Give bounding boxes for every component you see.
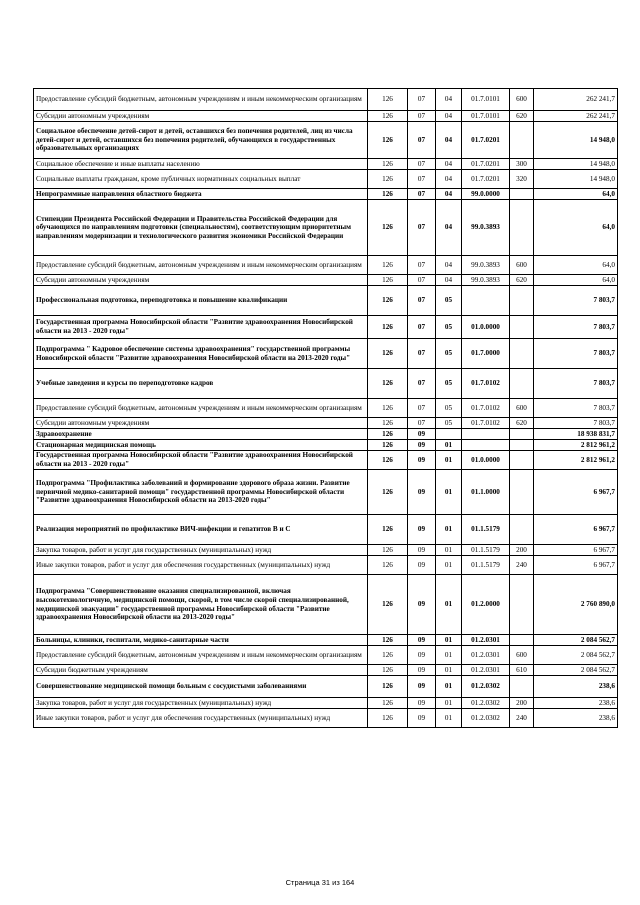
- table-row: [34, 159, 618, 170]
- row-vr: [510, 316, 534, 339]
- row-rz: 09: [408, 676, 436, 698]
- row-rz: 07: [408, 159, 436, 170]
- row-rz: 07: [408, 275, 436, 286]
- row-pr: 05: [436, 369, 462, 399]
- row-name: Государственная программа Новосибирской области "Развитие здравоохранения Новосибирской области на 2013 - 2020 годы": [34, 451, 368, 470]
- row-ved: 126: [368, 451, 408, 470]
- row-sum: 238,6: [534, 698, 618, 709]
- row-rz: 09: [408, 709, 436, 728]
- row-sum: 7 803,7: [534, 339, 618, 369]
- row-rz: 09: [408, 665, 436, 676]
- row-rz: 09: [408, 575, 436, 635]
- row-ved: 126: [368, 698, 408, 709]
- row-sum: 14 948,0: [534, 122, 618, 159]
- row-vr: 600: [510, 256, 534, 275]
- row-pr: 04: [436, 111, 462, 122]
- row-pr: 01: [436, 665, 462, 676]
- row-ved: 126: [368, 635, 408, 646]
- row-pr: 01: [436, 646, 462, 665]
- row-vr: 200: [510, 698, 534, 709]
- row-name: Предоставление субсидий бюджетным, автономным учреждениям и иным некоммерческим организациям: [34, 256, 368, 275]
- row-vr: 600: [510, 89, 534, 111]
- row-vr: [510, 451, 534, 470]
- row-rz: 07: [408, 399, 436, 418]
- row-pr: 04: [436, 256, 462, 275]
- row-vr: [510, 200, 534, 256]
- table-row: [34, 418, 618, 429]
- row-ved: 126: [368, 418, 408, 429]
- row-vr: 610: [510, 665, 534, 676]
- row-ved: 126: [368, 200, 408, 256]
- row-ved: 126: [368, 665, 408, 676]
- row-name: Больницы, клиники, госпитали, медико-санитарные части: [34, 635, 368, 646]
- row-ved: 126: [368, 399, 408, 418]
- row-pr: [436, 429, 462, 440]
- table-row: [34, 698, 618, 709]
- table-row: [34, 665, 618, 676]
- row-rz: 07: [408, 369, 436, 399]
- row-sum: 14 948,0: [534, 159, 618, 170]
- row-pr: 01: [436, 545, 462, 556]
- row-sum: 7 803,7: [534, 369, 618, 399]
- row-ved: 126: [368, 470, 408, 515]
- row-rz: 09: [408, 556, 436, 575]
- row-csr: 01.1.5179: [462, 556, 510, 575]
- row-name: Стационарная медицинская помощь: [34, 440, 368, 451]
- row-csr: 01.2.0301: [462, 646, 510, 665]
- row-csr: 01.7.0000: [462, 339, 510, 369]
- row-sum: 6 967,7: [534, 556, 618, 575]
- row-pr: 04: [436, 189, 462, 200]
- row-vr: 620: [510, 418, 534, 429]
- row-rz: 07: [408, 170, 436, 189]
- row-rz: 07: [408, 316, 436, 339]
- table-row: [34, 646, 618, 665]
- row-csr: [462, 286, 510, 316]
- table-row: [34, 316, 618, 339]
- row-csr: 99.0.0000: [462, 189, 510, 200]
- table-row: [34, 275, 618, 286]
- row-name: Непрограммные направления областного бюджета: [34, 189, 368, 200]
- row-ved: 126: [368, 369, 408, 399]
- row-csr: 01.1.5179: [462, 545, 510, 556]
- row-ved: 126: [368, 556, 408, 575]
- row-sum: 6 967,7: [534, 470, 618, 515]
- row-csr: 01.2.0302: [462, 709, 510, 728]
- table-row: [34, 515, 618, 545]
- row-csr: 01.2.0302: [462, 698, 510, 709]
- table-row: [34, 709, 618, 728]
- table-row: [34, 170, 618, 189]
- row-name: Стипендии Президента Российской Федерации и Правительства Российской Федерации для обучающихся по направлениям подготовки (специальностям), соответствующим приоритетным направлениям модернизации и технологического развития экономики Российской Федерации: [34, 200, 368, 256]
- row-csr: 01.7.0201: [462, 159, 510, 170]
- row-ved: 126: [368, 676, 408, 698]
- row-rz: 07: [408, 89, 436, 111]
- row-pr: 01: [436, 515, 462, 545]
- row-name: Подпрограмма "Совершенствование оказания специализированной, включая высокотехнологичную, медицинской помощи, скорой, в том числе скорой специализированной, медицинской эвакуации" государственной программы Новосибирской области "Развитие здравоохранения Новосибирской области на 2013-2020 годы": [34, 575, 368, 635]
- row-rz: 07: [408, 418, 436, 429]
- row-vr: 300: [510, 159, 534, 170]
- row-sum: 238,6: [534, 676, 618, 698]
- row-sum: 7 803,7: [534, 418, 618, 429]
- row-name: Социальное обеспечение и иные выплаты населению: [34, 159, 368, 170]
- table-row: [34, 556, 618, 575]
- row-ved: 126: [368, 89, 408, 111]
- table-row: [34, 575, 618, 635]
- row-ved: 126: [368, 111, 408, 122]
- row-pr: 05: [436, 418, 462, 429]
- row-sum: 64,0: [534, 200, 618, 256]
- row-csr: 01.1.5179: [462, 515, 510, 545]
- row-sum: 238,6: [534, 709, 618, 728]
- row-name: Субсидии автономным учреждениям: [34, 418, 368, 429]
- row-pr: 01: [436, 470, 462, 515]
- row-ved: 126: [368, 709, 408, 728]
- row-rz: 09: [408, 440, 436, 451]
- row-ved: 126: [368, 316, 408, 339]
- row-pr: 01: [436, 440, 462, 451]
- row-csr: 01.7.0201: [462, 170, 510, 189]
- row-sum: 7 803,7: [534, 399, 618, 418]
- row-name: Совершенствование медицинской помощи больным с сосудистыми заболеваниями: [34, 676, 368, 698]
- row-name: Закупка товаров, работ и услуг для государственных (муниципальных) нужд: [34, 545, 368, 556]
- row-ved: 126: [368, 286, 408, 316]
- row-csr: 01.7.0101: [462, 89, 510, 111]
- row-name: Здравоохранение: [34, 429, 368, 440]
- row-pr: 04: [436, 170, 462, 189]
- row-rz: 09: [408, 515, 436, 545]
- table-row: [34, 635, 618, 646]
- table-row: [34, 451, 618, 470]
- row-rz: 09: [408, 698, 436, 709]
- row-csr: 01.0.0000: [462, 451, 510, 470]
- row-name: Предоставление субсидий бюджетным, автономным учреждениям и иным некоммерческим организациям: [34, 399, 368, 418]
- row-vr: 320: [510, 170, 534, 189]
- row-csr: 01.7.0102: [462, 399, 510, 418]
- row-name: Иные закупки товаров, работ и услуг для обеспечения государственных (муниципальных) нужд: [34, 556, 368, 575]
- row-vr: 200: [510, 545, 534, 556]
- row-csr: [462, 429, 510, 440]
- table-row: [34, 339, 618, 369]
- row-name: Иные закупки товаров, работ и услуг для обеспечения государственных (муниципальных) нужд: [34, 709, 368, 728]
- row-csr: 01.1.0000: [462, 470, 510, 515]
- row-sum: 18 938 831,7: [534, 429, 618, 440]
- page-footer: [0, 878, 640, 887]
- table-row: [34, 286, 618, 316]
- table-row: [34, 676, 618, 698]
- row-rz: 07: [408, 339, 436, 369]
- row-name: Предоставление субсидий бюджетным, автономным учреждениям и иным некоммерческим организациям: [34, 646, 368, 665]
- table-row: [34, 122, 618, 159]
- row-vr: 600: [510, 646, 534, 665]
- row-pr: 01: [436, 676, 462, 698]
- row-name: Социальные выплаты гражданам, кроме публичных нормативных социальных выплат: [34, 170, 368, 189]
- row-ved: 126: [368, 256, 408, 275]
- row-name: Реализация мероприятий по профилактике ВИЧ-инфекции и гепатитов В и С: [34, 515, 368, 545]
- table-row: [34, 189, 618, 200]
- row-pr: 05: [436, 316, 462, 339]
- table-row: [34, 200, 618, 256]
- row-ved: 126: [368, 545, 408, 556]
- row-vr: [510, 122, 534, 159]
- row-vr: [510, 575, 534, 635]
- row-csr: 99.0.3893: [462, 275, 510, 286]
- row-vr: 600: [510, 399, 534, 418]
- table-row: [34, 111, 618, 122]
- row-rz: 07: [408, 200, 436, 256]
- row-sum: 2 084 562,7: [534, 646, 618, 665]
- row-rz: 09: [408, 470, 436, 515]
- row-rz: 07: [408, 256, 436, 275]
- row-csr: 01.2.0301: [462, 665, 510, 676]
- row-rz: 09: [408, 545, 436, 556]
- row-csr: 01.7.0102: [462, 369, 510, 399]
- row-name: Профессиональная подготовка, переподготовка и повышение квалификации: [34, 286, 368, 316]
- row-pr: 05: [436, 286, 462, 316]
- page-number: Страница 31 из 164: [285, 878, 355, 887]
- row-pr: 01: [436, 575, 462, 635]
- row-sum: 64,0: [534, 256, 618, 275]
- row-pr: 01: [436, 709, 462, 728]
- row-vr: [510, 429, 534, 440]
- row-csr: 99.0.3893: [462, 200, 510, 256]
- row-name: Закупка товаров, работ и услуг для государственных (муниципальных) нужд: [34, 698, 368, 709]
- table-row: [34, 470, 618, 515]
- row-sum: 7 803,7: [534, 316, 618, 339]
- row-pr: 05: [436, 339, 462, 369]
- row-ved: 126: [368, 339, 408, 369]
- row-rz: 09: [408, 646, 436, 665]
- row-sum: 2 812 961,2: [534, 451, 618, 470]
- row-rz: 09: [408, 635, 436, 646]
- row-sum: 2 760 890,0: [534, 575, 618, 635]
- row-pr: 01: [436, 698, 462, 709]
- row-pr: 01: [436, 635, 462, 646]
- row-sum: 262 241,7: [534, 89, 618, 111]
- row-vr: [510, 635, 534, 646]
- row-vr: [510, 286, 534, 316]
- row-pr: 04: [436, 89, 462, 111]
- row-vr: 240: [510, 709, 534, 728]
- row-sum: 6 967,7: [534, 545, 618, 556]
- table-row: [34, 369, 618, 399]
- row-vr: [510, 440, 534, 451]
- row-name: Предоставление субсидий бюджетным, автономным учреждениям и иным некоммерческим организациям: [34, 89, 368, 111]
- row-csr: [462, 440, 510, 451]
- row-vr: [510, 515, 534, 545]
- row-csr: 99.0.3893: [462, 256, 510, 275]
- row-vr: 620: [510, 111, 534, 122]
- table-row: [34, 545, 618, 556]
- row-name: Подпрограмма "Профилактика заболеваний и формирование здорового образа жизни. Развитие первичной медико-санитарной помощи" государственной программы Новосибирской области "Развитие здравоохранения Новосибирской области на 2013-2020 годы": [34, 470, 368, 515]
- row-vr: [510, 339, 534, 369]
- row-pr: 04: [436, 122, 462, 159]
- row-ved: 126: [368, 275, 408, 286]
- budget-table-body: [34, 89, 618, 728]
- row-rz: 09: [408, 451, 436, 470]
- row-csr: 01.7.0101: [462, 111, 510, 122]
- row-vr: 240: [510, 556, 534, 575]
- row-ved: 126: [368, 189, 408, 200]
- row-csr: 01.7.0102: [462, 418, 510, 429]
- row-name: Учебные заведения и курсы по переподготовке кадров: [34, 369, 368, 399]
- row-vr: [510, 369, 534, 399]
- row-pr: 04: [436, 159, 462, 170]
- row-rz: 07: [408, 286, 436, 316]
- table-row: [34, 399, 618, 418]
- row-csr: 01.0.0000: [462, 316, 510, 339]
- row-sum: 2 084 562,7: [534, 665, 618, 676]
- row-csr: 01.2.0000: [462, 575, 510, 635]
- row-csr: 01.2.0301: [462, 635, 510, 646]
- row-rz: 07: [408, 189, 436, 200]
- row-csr: 01.2.0302: [462, 676, 510, 698]
- row-name: Субсидии автономным учреждениям: [34, 275, 368, 286]
- row-rz: 09: [408, 429, 436, 440]
- row-sum: 6 967,7: [534, 515, 618, 545]
- row-name: Государственная программа Новосибирской области "Развитие здравоохранения Новосибирской области на 2013 - 2020 годы": [34, 316, 368, 339]
- row-ved: 126: [368, 170, 408, 189]
- row-pr: 04: [436, 275, 462, 286]
- row-vr: [510, 470, 534, 515]
- row-name: Подпрограмма " Кадровое обеспечение системы здравоохранения" государственной программы Новосибирской области "Развитие здравоохранения Новосибирской области на 2013-2020 годы": [34, 339, 368, 369]
- row-vr: [510, 189, 534, 200]
- table-row: [34, 429, 618, 440]
- row-sum: 2 084 562,7: [534, 635, 618, 646]
- row-csr: 01.7.0201: [462, 122, 510, 159]
- row-vr: [510, 676, 534, 698]
- table-row: [34, 440, 618, 451]
- row-rz: 07: [408, 122, 436, 159]
- budget-table: [33, 88, 618, 728]
- row-name: Социальное обеспечение детей-сирот и детей, оставшихся без попечения родителей, лиц из числа детей-сирот и детей, оставшихся без попечения родителей, обучающихся в государственных образовательных организациях: [34, 122, 368, 159]
- row-ved: 126: [368, 575, 408, 635]
- row-rz: 07: [408, 111, 436, 122]
- row-sum: 262 241,7: [534, 111, 618, 122]
- row-sum: 14 948,0: [534, 170, 618, 189]
- row-name: Субсидии автономным учреждениям: [34, 111, 368, 122]
- row-name: Субсидии бюджетным учреждениям: [34, 665, 368, 676]
- row-pr: 01: [436, 451, 462, 470]
- row-sum: 64,0: [534, 275, 618, 286]
- row-ved: 126: [368, 515, 408, 545]
- table-row: [34, 256, 618, 275]
- row-sum: 7 803,7: [534, 286, 618, 316]
- row-sum: 2 812 961,2: [534, 440, 618, 451]
- row-ved: 126: [368, 122, 408, 159]
- row-pr: 01: [436, 556, 462, 575]
- row-vr: 620: [510, 275, 534, 286]
- row-ved: 126: [368, 646, 408, 665]
- row-ved: 126: [368, 159, 408, 170]
- row-ved: 126: [368, 440, 408, 451]
- row-pr: 05: [436, 399, 462, 418]
- table-row: [34, 89, 618, 111]
- row-ved: 126: [368, 429, 408, 440]
- row-sum: 64,0: [534, 189, 618, 200]
- row-pr: 04: [436, 200, 462, 256]
